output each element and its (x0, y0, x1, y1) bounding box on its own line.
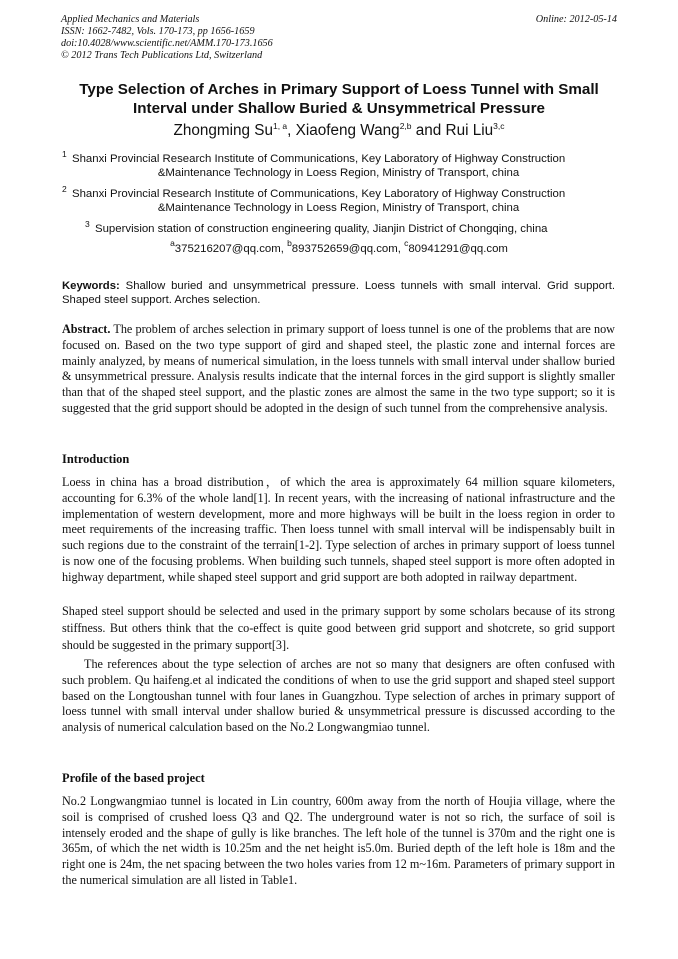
affiliation-line: &Maintenance Technology in Loess Region, Ministry of Transport, china (157, 167, 520, 179)
profile-paragraph-1: No.2 Longwangmiao tunnel is located in Lin country, 600m away from the north of Houjia village, where the soil is comprised of crushed loess Q3 and Q2. The underground water is not so rich, the surface of soil is intensely eroded and the shape of gully is like branches. The left hole of the tunnel is 370m and the right one is 365m, of which the net width is 10.25m and the net height is5.0m. Buried depth of the left hole is 18m and the right one is 24m, the net spacing between the two holes varies from 12 m~16m. Parameters of primary support in the numerical simulation are all listed in Table1. (62, 794, 615, 887)
author-sup: 3,c (493, 121, 505, 131)
author-list (40, 121, 638, 141)
email-sup: b (287, 238, 292, 248)
online-date: Online: 2012-05-14 (535, 14, 617, 25)
section-heading-profile: Profile of the based project (62, 771, 205, 785)
email-address: 893752659@qq.com, (291, 243, 405, 255)
email-address: 80941291@qq.com (408, 243, 508, 255)
title-line-2: Interval under Shallow Buried & Unsymmetrical Pressure (133, 100, 545, 117)
keywords (62, 279, 615, 307)
email-sup: c (404, 238, 409, 248)
abstract (62, 322, 615, 417)
intro-paragraph-3: The references about the type selection of arches are not so many that designers are often confused with such problem. Qu haifeng.et al indicated the conditions of when to use the grid support and shaped steel support based on the Longtoushan tunnel with four lanes in Guangzhou. Type selection of arches in primary support of loess tunnel with small interval under shallow buried & unsymmetrical pressure is discussed according to the analysis of numerical calculation based on the No.2 Longwangmiao tunnel. (62, 657, 615, 735)
intro-paragraph-1: Loess in china has a broad distribution，of which the area is approximately 64 million square kilometers, accounting for 6.3% of the whole land[1]. In recent years, with the increasing of national infrastructure and the implementation of western development, more and more highways will be built in the loess region in order to meet requirements of the increasing traffic. Then loess tunnel with small interval will be indispensably built in such regions due to the constraint of the terrain[1-2]. Type selection of arches in primary support of loess tunnel is now one of the focusing problems. When building such tunnels, shaped steel support is more often adopted in highway department, while shaped steel support and grid support are both adopted in railway department. (62, 475, 615, 584)
intro-paragraph-2: Shaped steel support should be selected and used in the primary support by some scholars because of its strong stiffness. But others think that the co-effect is quite good between grid support and shotcrete, so grid support should be suggested in the primary support[3]. (62, 604, 615, 652)
affiliation-line: &Maintenance Technology in Loess Region, Ministry of Transport, china (157, 202, 520, 214)
copyright-line: © 2012 Trans Tech Publications Ltd, Switzerland (61, 50, 263, 61)
author-name: Zhongming Su (173, 122, 273, 139)
affiliation-3 (85, 219, 605, 236)
affiliation-line: Supervision station of construction engineering quality, Jianjin District of Chongqing, china (95, 223, 548, 235)
author-sup: 2,b (399, 121, 412, 131)
author-sep: , (287, 122, 296, 139)
affiliation-line: Shanxi Provincial Research Institute of Communications, Key Laboratory of Highway Construction (72, 153, 566, 165)
keywords-text: Shallow buried and unsymmetrical pressure. Loess tunnels with small interval. Grid support. Shaped steel support. Arches selection. (62, 280, 615, 306)
author-sup: 1, a (272, 121, 288, 131)
affiliation-number: 3 (85, 219, 90, 229)
journal-name: Applied Mechanics and Materials (61, 14, 200, 25)
email-sup: a (170, 238, 175, 248)
author-name: Xiaofeng Wang (295, 122, 400, 139)
affiliation-number: 2 (62, 184, 67, 194)
email-address: 375216207@qq.com, (174, 243, 288, 255)
running-header (61, 14, 617, 62)
author-name: Rui Liu (445, 122, 494, 139)
author-sep: and (411, 122, 446, 139)
abstract-text: The problem of arches selection in primary support of loess tunnel is one of the problems that are now focused on. Based on the two type support of gird and shaped steel, the plastic zone and internal forces are mainly analyzed, by means of numerical simulation, in the loess tunnels with small interval under shallow buried & unsymmetrical pressure. Analysis results indicate that the internal forces in the gird support is slightly smaller than that of the shaped steel support, and the plastic zones are almost the same in the two type support; so it is suggested that the grid support should be adopted in the design of such tunnel from the comprehensive analysis. (62, 322, 615, 415)
doi-line: doi:10.4028/www.scientific.net/AMM.170-173.1656 (61, 38, 273, 49)
abstract-label: Abstract. (62, 322, 111, 336)
email-list (40, 238, 638, 255)
section-heading-introduction: Introduction (62, 452, 130, 466)
affiliation-line: Shanxi Provincial Research Institute of Communications, Key Laboratory of Highway Construction (72, 188, 566, 200)
affiliation-number: 1 (62, 149, 67, 159)
paper-title (50, 80, 628, 118)
keywords-label: Keywords: (62, 280, 120, 292)
affiliation-2 (62, 184, 615, 215)
affiliation-1 (62, 149, 615, 180)
issn-line: ISSN: 1662-7482, Vols. 170-173, pp 1656-1659 (61, 26, 255, 37)
title-line-1: Type Selection of Arches in Primary Support of Loess Tunnel with Small (79, 81, 599, 98)
